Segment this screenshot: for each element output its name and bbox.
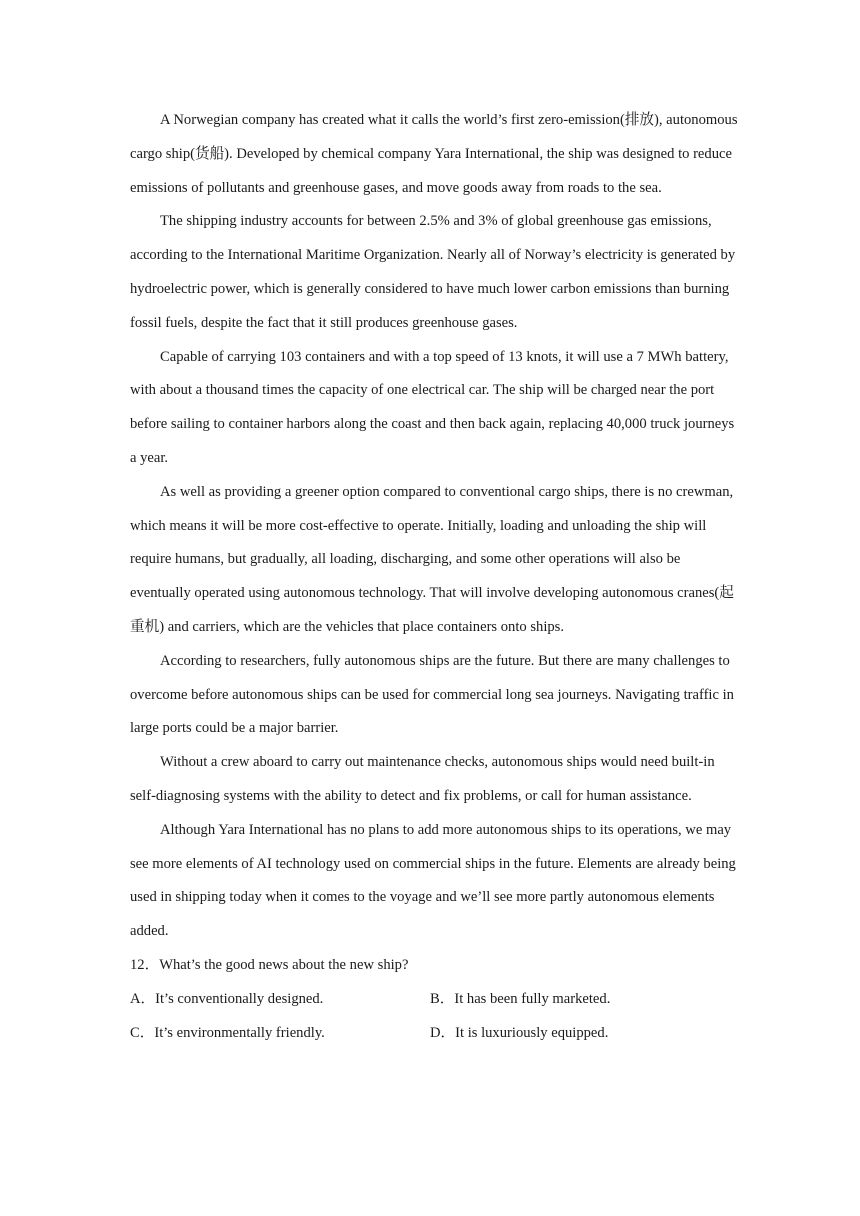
paragraph-1: A Norwegian company has created what it calls the world’s first zero-emission(排放), autonomous cargo ship(货船). Developed by chemical company Yara International, the ship was designed to reduce emissions of pollutants and greenhouse gases, and move goods away from roads to the sea. — [130, 112, 738, 196]
passage-body — [130, 104, 740, 1050]
paragraph-6: Without a crew aboard to carry out maintenance checks, autonomous ships would need built-in self-diagnosing systems with the ability to detect and fix problems, or call for human assistance. — [130, 754, 715, 804]
option-a: A．It’s conventionally designed. — [130, 990, 324, 1007]
paragraph-7: Although Yara International has no plans to add more autonomous ships to its operations, we may see more elements of AI technology used on commercial ships in the future. Elements are already being used in shipping today when it comes to the voyage and we’ll see more partly autonomous elements added. — [130, 821, 736, 940]
option-b: B．It has been fully marketed. — [430, 990, 611, 1007]
options-row-1 — [130, 983, 740, 1017]
paragraph-3: Capable of carrying 103 containers and with a top speed of 13 knots, it will use a 7 MWh battery, with about a thousand times the capacity of one electrical car. The ship will be charged near the port before sailing to container harbors along the coast and then back again, replacing 40,000 truck journeys a year. — [130, 348, 735, 466]
option-c: C．It’s environmentally friendly. — [130, 1024, 325, 1041]
option-d: D．It is luxuriously equipped. — [430, 1024, 609, 1041]
paragraph-5: According to researchers, fully autonomous ships are the future. But there are many challenges to overcome before autonomous ships can be used for commercial long sea journeys. Navigating traffic in large ports could be a major barrier. — [130, 652, 734, 737]
paragraph-2: The shipping industry accounts for between 2.5% and 3% of global greenhouse gas emissions, according to the International Maritime Organization. Nearly all of Norway’s electricity is generated by hydroelectric power, which is generally considered to have much lower carbon emissions than burning fossil fuels, despite the fact that it still produces greenhouse gases. — [130, 213, 736, 331]
question-stem: 12．What’s the good news about the new ship? — [130, 956, 409, 973]
options-row-2 — [130, 1017, 740, 1051]
paragraph-4: As well as providing a greener option compared to conventional cargo ships, there is no crewman, which means it will be more cost-effective to operate. Initially, loading and unloading the ship will require humans, but gradually, all loading, discharging, and some other operations will also be eventually operated using autonomous technology. That will involve developing autonomous cranes(起重机) and carriers, which are the vehicles that place containers onto ships. — [130, 483, 734, 635]
